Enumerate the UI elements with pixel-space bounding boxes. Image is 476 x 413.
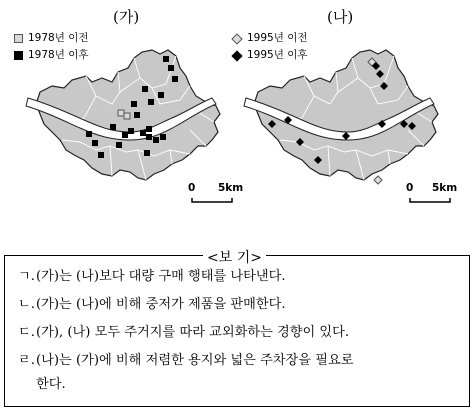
scale-bar-b (410, 198, 450, 202)
statement (18, 325, 349, 341)
statement-letter: ㄱ. (18, 269, 35, 284)
statement-letter: ㄷ. (18, 325, 35, 340)
statement-text: (가)는 (나)보다 대량 구매 행태를 나타낸다. (36, 269, 286, 284)
legend-item (14, 47, 89, 64)
statement-text: (가)는 (나)에 비해 중저가 제품을 판매한다. (36, 297, 286, 312)
scale-distance-label: 5km (218, 182, 244, 194)
legend-item (14, 30, 89, 47)
legend-label: 1978년 이후 (28, 49, 89, 61)
scale-zero-label: 0 (406, 182, 414, 194)
scale-distance-label: 5km (432, 182, 458, 194)
legend-label: 1995년 이후 (247, 49, 308, 61)
statement-continuation (36, 377, 66, 393)
legend-label: 1978년 이전 (28, 32, 89, 44)
legend-item (232, 30, 308, 47)
statement-letter: ㄹ. (18, 353, 35, 368)
statement (18, 353, 353, 369)
panel-title-a: (가) (113, 8, 140, 26)
panel-title-b: (나) (327, 8, 354, 26)
store-before-1995 (374, 176, 382, 184)
statement-text: 한다. (36, 377, 66, 392)
legend-b (232, 30, 308, 64)
statement (18, 269, 286, 285)
open-square-icon (14, 34, 23, 43)
legend-item (232, 47, 308, 64)
options-box-title: <보 기> (203, 247, 266, 267)
legend-a (14, 30, 89, 64)
filled-square-icon (14, 51, 23, 60)
filled-diamond-icon (231, 50, 242, 61)
scale-zero-label: 0 (188, 182, 196, 194)
statement-letter: ㄴ. (18, 297, 35, 312)
statement-text: (가), (나) 모두 주거지를 따라 교외화하는 경향이 있다. (36, 325, 350, 340)
open-diamond-icon (231, 33, 242, 44)
statement (18, 297, 286, 313)
statement-text: (나)는 (가)에 비해 저렴한 용지와 넓은 주차장을 필요로 (36, 353, 354, 368)
legend-label: 1995년 이전 (247, 32, 308, 44)
